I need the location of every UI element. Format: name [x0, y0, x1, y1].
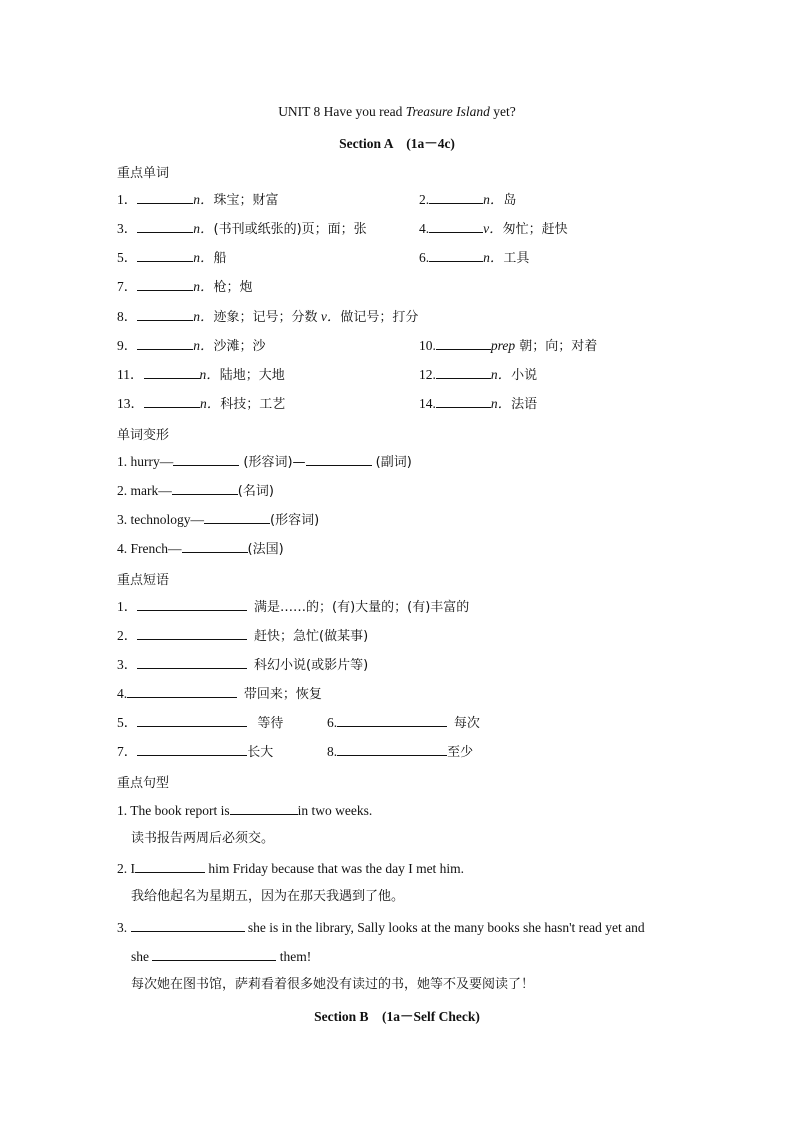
- word-row: 2. n．岛: [419, 192, 517, 208]
- section-a-title: Section A (1a－4c): [339, 136, 455, 151]
- word-row: 5． n．船: [117, 250, 227, 266]
- heading-sentences: 重点句型: [117, 776, 170, 791]
- word-row: 14. n．法语: [419, 396, 538, 412]
- word-row: 9． n．沙滩；沙: [117, 338, 266, 354]
- phrase-row: 3． 科幻小说(或影片等): [117, 657, 369, 673]
- sentence-1-translation: 读书报告两周后必须交。: [131, 831, 275, 846]
- word-row: 7． n．枪；炮: [117, 279, 253, 295]
- sentence-2: 2. I him Friday because that was the day I met him.: [117, 861, 465, 876]
- word-row: 6. n．工具: [419, 250, 530, 266]
- word-row: 12. n．小说: [419, 367, 538, 383]
- word-row: 11． n．陆地；大地: [117, 367, 285, 383]
- unit-title: [0, 104, 794, 120]
- word-row: 8． n．迹象；记号；分数 v．做记号；打分: [117, 309, 419, 325]
- title-suffix: yet?: [489, 104, 516, 119]
- heading-forms: 单词变形: [117, 428, 170, 443]
- form-row: 4. French— (法国): [117, 541, 284, 557]
- word-row: 10. prep 朝；向；对着: [419, 338, 598, 354]
- phrase-row: 7． 长大: [117, 744, 274, 760]
- phrase-row: 1． 满是……的；(有)大量的；(有)丰富的: [117, 599, 470, 615]
- word-row: 13． n．科技；工艺: [117, 396, 286, 412]
- phrase-row: 4. 带回来；恢复: [117, 686, 322, 702]
- sentence-3: 3. she is in the library, Sally looks at the many books she hasn't read yet and: [117, 920, 645, 935]
- sentence-3-translation: 每次她在图书馆，萨莉看着很多她没有读过的书，她等不及要阅读了！: [131, 977, 535, 992]
- title-italic: Treasure Island: [405, 104, 490, 119]
- heading-words: 重点单词: [117, 166, 170, 181]
- form-row: 2. mark— (名词): [117, 483, 274, 499]
- phrase-row: 5． 等待: [117, 715, 284, 731]
- word-row: 1． n．珠宝；财富: [117, 192, 279, 208]
- form-row: 3. technology— (形容词): [117, 512, 320, 528]
- heading-phrases: 重点短语: [117, 573, 170, 588]
- section-b-title: Section B (1a－Self Check): [314, 1009, 480, 1024]
- sentence-1: 1. The book report is in two weeks.: [117, 803, 373, 818]
- sentence-2-translation: 我给他起名为星期五，因为在那天我遇到了他。: [131, 889, 405, 904]
- sentence-3-continued: she them!: [131, 949, 312, 964]
- phrase-row: 2． 赶快；急忙(做某事): [117, 628, 369, 644]
- phrase-row: 6. 每次: [327, 715, 480, 731]
- title-prefix: UNIT 8 Have you read: [278, 104, 406, 119]
- word-row: 3． n．(书刊或纸张的)页；面；张: [117, 221, 367, 237]
- phrase-row: 8. 至少: [327, 744, 474, 760]
- form-row: 1. hurry— (形容词)— (副词): [117, 454, 412, 470]
- word-row: 4. v．匆忙；赶快: [419, 221, 568, 237]
